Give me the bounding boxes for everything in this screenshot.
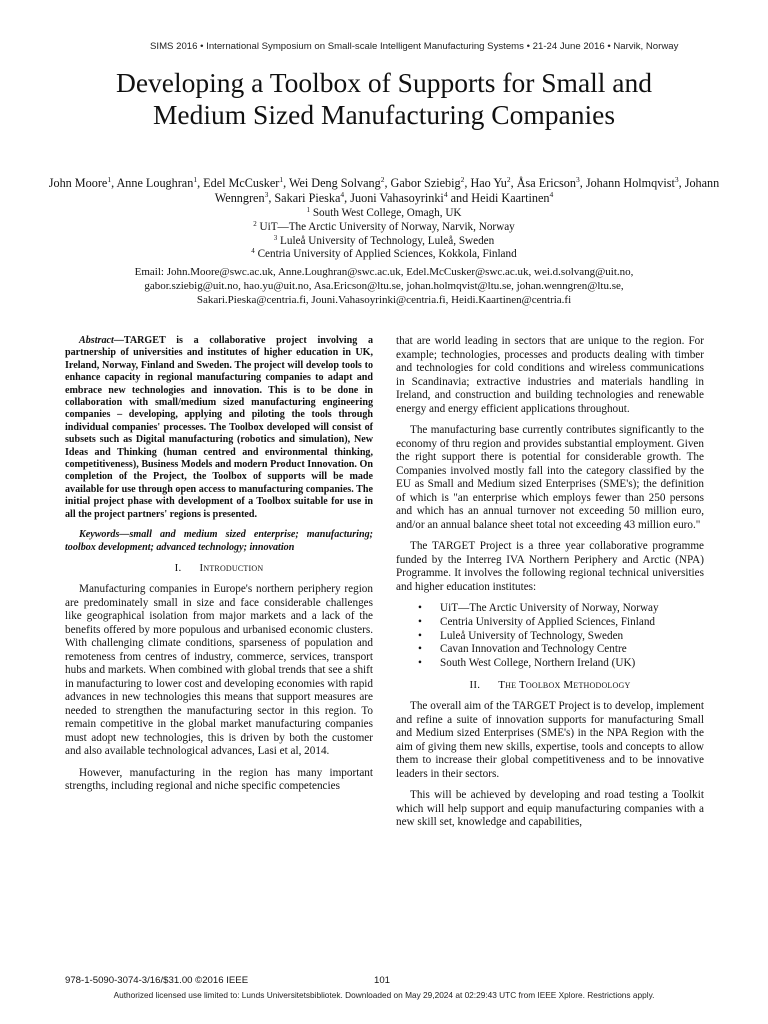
section-heading-introduction: I. Introduction [174,561,264,574]
author-affiliation-mark: 4 [340,190,345,199]
author-name: Johann Holmqvist [585,176,675,190]
bullet-icon: • [418,615,422,628]
list-item: • Luleå University of Technology, Sweden [418,629,624,642]
author-affiliation-mark: 2 [460,175,465,184]
title-line-1: Developing a Toolbox of Supports for Small and [115,67,653,98]
affiliation-list [30,207,738,262]
author-affiliation-mark: 2 [506,175,511,184]
author-list: John Moore$^1$, Anne Loughran$^1$, Edel McCusker$^1$, Wei Deng Solvang$^2$, Gabor Sziebig$^2$, Hao Yu$^2$, Åsa Ericson$^3$, Johann Holmqvist$^3$, Johann Wenngren$^3$, Sakari Pieska$^4$, Juoni Vahasoyrinki$^4$ and Heidi Kaartinen$^4$ [48,175,720,205]
list-item: • Centria University of Applied Sciences, Finland [418,615,656,628]
isbn-footer: 978-1-5090-3074-3/16/$31.00 ©2016 IEEE [65,975,249,986]
author-affiliation-mark: 4 [549,190,554,199]
section-heading-methodology: II. The Toolbox Methodology [469,678,631,691]
conference-header: SIMS 2016 • International Symposium on Small-scale Intelligent Manufacturing Systems • 21-24 June 2016 • Narvik, Norway [150,41,679,52]
intro-paragraph-1: Manufacturing companies in Europe's northern periphery region are predominately small in size and face considerable challenges like geographical isolation from major markets and a lack of the benefits offered by more populous and urbanised economic clusters. With challenging climate conditions, sparseness of population and remoteness from centres of industry, commerce, services, transport hubs and markets. When combined with global trends that see a shift in manufacturing to lower cost and developing economies with rapid advances in new technologies this means that support measures are needed to strengthen the manufacturing sector in this region. To remain competitive in the global market manufacturing companies must adopt new technologies, this is driven by both the customer and also available technological advances, Lasi et al, 2014. [65,583,374,758]
bullet-icon: • [418,629,422,642]
affiliation-1: $^1$ South West College, Omagh, UK [306,206,462,219]
author-name: Sakari Pieska [274,191,341,205]
right-paragraph-2: The manufacturing base currently contributes significantly to the economy of thru region and provides substantial employment. Given the right support there is potential for considerable growth. The Companies involved mostly fall into the category classified by the EU as Small and Medium sized Enterprises (SME's); the definition of which is "an enterprise which employs fewer than 250 persons and which has an annual turnover not exceeding 50 million euro, and/or an annual balance sheet total not exceeding 43 million euro." [396,424,704,531]
keywords [65,529,373,554]
email-line-1: Email: John.Moore@swc.ac.uk, Anne.Loughran@swc.ac.uk, Edel.McCusker@swc.ac.uk, wei.d.solvang@uit.no, [134,266,634,278]
abstract-text: —TARGET is a collaborative project involving a partnership of universities and institutes of higher education in UK, Ireland, Norway, Finland and Sweden. The project will develop tools to enhance capacity in regional manufacturing companies to adapt and embrace new technologies and innovation. This is to be done in collaboration with small/medium sized manufacturing engineering companies – developing, applying and piloting the tools through individual companies' processes. The Toolbox developed will consist of subsets such as Digital manufacturing (robotics and simulation), New Ideas and Thinking (human centred and environmental thinking, competitiveness), Business Models and modern Product Innovation. On completion of the Project, the Toolbox of supports will be made available for use through open access to manufacturing companies. The initial project phase with development of a Toolbox suitable for use in all the project partners' regions is presented. [65,335,373,520]
affiliation-4: $^4$ Centria University of Applied Sciences, Kokkola, Finland [251,247,517,261]
author-name: Gabor Sziebig [390,176,461,190]
keywords-label: Keywords [79,529,120,541]
author-affiliation-mark: 4 [443,190,448,199]
author-name: Anne Loughran [116,176,194,190]
author-affiliation-mark: 1 [193,175,198,184]
abstract-label: Abstract [79,335,114,346]
left-column [65,335,373,802]
bullet-icon: • [418,643,422,656]
bullet-icon: • [418,602,422,614]
email-line-3: Sakari.Pieska@centria.fi, Jouni.Vahasoyrinki@centria.fi, Heidi.Kaartinen@centria.fi [196,293,572,306]
author-name: Heidi Kaartinen [471,191,550,205]
author-affiliation-mark: 2 [380,175,385,184]
author-affiliation-mark: 3 [264,190,269,199]
right-paragraph-3: The TARGET Project is a three year collaborative programme funded by the Interreg IVA Northern Periphery and Arctic (NPA) Programme. It involves the following regional technical universities and higher education institutes: [396,540,704,593]
author-name: Hao Yu [470,176,507,190]
keywords-text: —small and medium sized enterprise; manufacturing; toolbox development; advanced technology; innovation [65,529,373,553]
abstract [65,335,373,521]
author-name: Wei Deng Solvang [288,176,381,190]
method-paragraph-1: The overall aim of the TARGET Project is to develop, implement and refine a suite of innovation supports for manufacturing Small and Medium sized Enterprises (SME's) in the NPA Region with the aim of giving them new skills, expertise, tools and concepts to allow them to increase their global competitiveness and to be innovative leaders in their sectors. [396,700,704,780]
affiliation-2: $^2$ UiT—The Arctic University of Norway, Narvik, Norway [253,219,515,233]
affiliation-3: $^3$ Luleå University of Technology, Luleå, Sweden [273,233,495,247]
license-footer: Authorized licensed use limited to: Lunds Universitetsbibliotek. Downloaded on May 29,2024 at 02:29:43 UTC from IEEE Xplore. Restrictions apply. [113,990,655,1000]
author-affiliation-mark: 1 [279,175,284,184]
intro-paragraph-2: However, manufacturing in the region has many important strengths, including regional and niche specific competencies [65,766,373,793]
author-name: Åsa Ericson [516,176,576,190]
right-paragraph-1: that are world leading in sectors that are unique to the region. For example; technologies, processes and products dealing with timber and technologies for cold conditions and wireless communications in Scandinavia; extractive industries and materials handling in Ireland, and construction and building technologies and renewable energy and energy efficient applications throughout. [396,335,704,415]
method-paragraph-2: This will be achieved by developing and road testing a Toolkit which will help support and equip manufacturing companies with a new skill set, knowledge and capabilities, [396,789,704,829]
list-item: • South West College, Northern Ireland (UK) [418,657,636,670]
right-column [396,335,704,838]
email-line-2: gabor.sziebig@uit.no, hao.yu@uit.no, Asa.Ericson@ltu.se, johan.holmqvist@ltu.se, johan.wenngren@ltu.se, [144,279,624,292]
email-list [30,266,738,307]
author-name: Johann Wenngren [214,176,720,205]
author-affiliation-mark: 3 [575,175,580,184]
institute-list [396,602,704,671]
author-affiliation-mark: 1 [107,175,112,184]
title-line-2: Medium Sized Manufacturing Companies [152,99,616,130]
paper-title [40,67,728,131]
bullet-icon: • [418,657,422,670]
page-number: 101 [374,975,391,986]
list-item: • UiT—The Arctic University of Norway, Norway [418,602,659,614]
author-name: Juoni Vahasoyrinki [350,191,444,205]
author-name: Edel McCusker [203,176,280,190]
list-item: • Cavan Innovation and Technology Centre [418,643,627,656]
author-name: John Moore [48,176,108,190]
author-affiliation-mark: 3 [674,175,679,184]
